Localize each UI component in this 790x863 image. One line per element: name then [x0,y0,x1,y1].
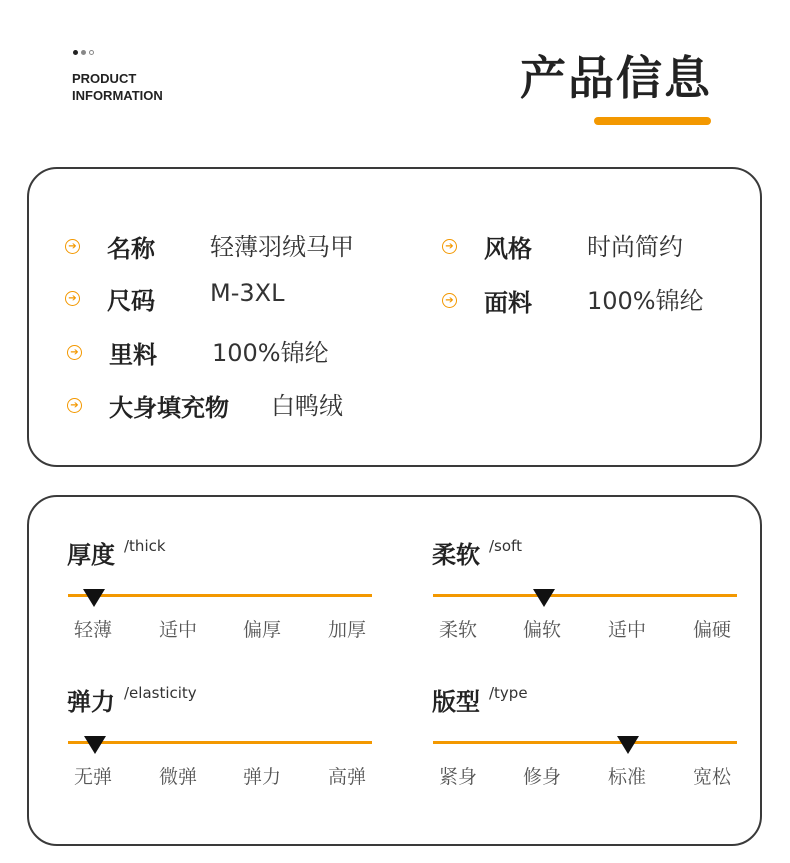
info-key: 名称 [107,235,155,263]
english-title-line2: INFORMATION [72,88,163,103]
info-row-name [65,229,155,264]
scale-marker-icon [617,736,639,754]
info-value: M-3XL [210,279,285,307]
info-value: 轻薄羽绒马甲 [210,233,354,261]
attr-subtitle: /elasticity [124,684,197,702]
page-title: 产品信息 [520,51,712,105]
scale-label: 宽松 [693,766,732,788]
scale-line [433,741,737,744]
scale-line [68,741,372,744]
title-underline [594,117,711,125]
scale-marker-icon [83,589,105,607]
dot-icon [89,50,94,55]
scale-label: 微弹 [159,766,198,788]
arrow-right-icon: ➔ [65,239,80,254]
arrow-right-icon: ➔ [67,345,82,360]
attr-title: 弹力 [67,688,115,716]
scale-label: 修身 [523,766,562,788]
info-value: 100%锦纶 [212,339,329,367]
attr-subtitle: /thick [124,537,166,555]
info-row-lining [67,335,157,370]
scale-label: 紧身 [439,766,478,788]
product-info-card [27,167,762,467]
english-title [72,70,163,104]
arrow-right-icon: ➔ [442,239,457,254]
scale-label: 无弹 [74,766,113,788]
info-key: 里料 [109,341,157,369]
english-title-line1: PRODUCT [72,71,137,86]
scale-marker-icon [84,736,106,754]
scale-label: 偏厚 [243,619,282,641]
info-value: 时尚简约 [587,233,683,261]
info-row-size [65,281,155,316]
scale-label: 标准 [608,766,647,788]
decorative-dots [73,50,94,55]
arrow-right-icon: ➔ [65,291,80,306]
scale-label: 偏硬 [693,619,732,641]
scale-line [68,594,372,597]
attribute-scales-card [27,495,762,846]
scale-label: 柔软 [439,619,478,641]
info-key: 风格 [484,235,532,263]
info-row-style [442,229,532,264]
scale-label: 高弹 [328,766,367,788]
arrow-right-icon: ➔ [67,398,82,413]
scale-label: 适中 [608,619,647,641]
info-key: 面料 [484,289,532,317]
info-row-filling [67,388,229,423]
attr-title: 厚度 [67,541,115,569]
dot-icon [73,50,78,55]
info-value: 100%锦纶 [587,287,704,315]
scale-label: 偏软 [523,619,562,641]
attr-title: 版型 [432,688,480,716]
info-value: 白鸭绒 [271,392,343,420]
info-row-fabric [442,283,532,318]
arrow-right-icon: ➔ [442,293,457,308]
scale-label: 弹力 [243,766,282,788]
scale-label: 加厚 [328,619,367,641]
attr-title: 柔软 [432,541,480,569]
info-key: 尺码 [107,287,155,315]
attr-subtitle: /soft [489,537,522,555]
scale-label: 适中 [159,619,198,641]
dot-icon [81,50,86,55]
attr-subtitle: /type [489,684,528,702]
scale-line [433,594,737,597]
scale-label: 轻薄 [74,619,113,641]
info-key: 大身填充物 [109,394,229,422]
scale-marker-icon [533,589,555,607]
